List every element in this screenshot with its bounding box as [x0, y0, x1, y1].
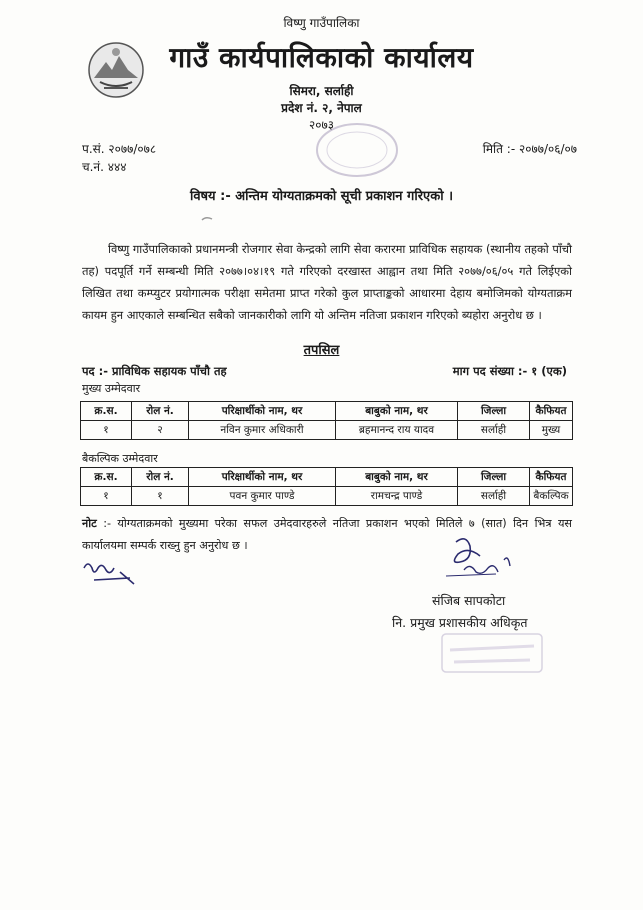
col-serial: क्र.स. [81, 402, 132, 421]
cell-district: सर्लाही [458, 421, 530, 440]
cell-serial: १ [81, 421, 132, 440]
col-roll: रोल नं. [132, 402, 189, 421]
schedule-heading: तपसिल [303, 343, 340, 358]
cell-roll: १ [132, 487, 189, 506]
letter-date: मिति :- २०७७/०६/०७ [482, 142, 577, 156]
cell-remarks: मुख्य [530, 421, 573, 440]
cell-candidate-name: पवन कुमार पाण्डे [189, 487, 336, 506]
main-candidate-label: मुख्य उम्मेदवार [82, 382, 141, 395]
col-remarks: कैफियत [530, 468, 573, 487]
col-remarks: कैफियत [530, 402, 573, 421]
main-candidate-table [80, 401, 573, 440]
note-text: :- योग्यताक्रमको मुख्यमा परेका सफल उमेदवारहरुले नतिजा प्रकाशन भएको मितिले ७ (सात) दिन भित्र यस कार्यालयमा सम्पर्क राख्नु हुन अनुरोध छ । [82, 517, 572, 552]
alternate-candidate-label: बैकल्पिक उम्मेदवार [82, 452, 158, 465]
office-title: गाउँ कार्यपालिकाको कार्यालय [169, 41, 474, 74]
municipality-name: विष्णु गाउँपालिका [283, 16, 360, 30]
col-father-name: बाबुको नाम, थर [336, 402, 458, 421]
col-candidate-name: परिक्षार्थीको नाम, थर [189, 468, 336, 487]
col-district: जिल्ला [458, 402, 530, 421]
address-line-2: प्रदेश नं. २, नेपाल [281, 101, 362, 115]
established-year: २०७३ [309, 118, 334, 132]
col-roll: रोल नं. [132, 468, 189, 487]
office-stamp-icon [312, 120, 402, 180]
cell-serial: १ [81, 487, 132, 506]
address-line-1: सिमरा, सर्लाही [289, 84, 354, 98]
cell-remarks: बैकल्पिक [530, 487, 573, 506]
col-candidate-name: परिक्षार्थीको नाम, थर [189, 402, 336, 421]
cell-district: सर्लाही [458, 487, 530, 506]
alternate-candidate-table [80, 467, 573, 506]
note-label: नोट [82, 517, 97, 530]
initial-signature-icon [80, 558, 140, 588]
signer-title: नि. प्रमुख प्रशासकीय अधिकृत [392, 615, 528, 630]
table-row [81, 421, 573, 440]
table-header-row [81, 402, 573, 421]
col-district: जिल्ला [458, 468, 530, 487]
col-father-name: बाबुको नाम, थर [336, 468, 458, 487]
patra-sankhya: प.सं. २०७७/०७८ [82, 142, 157, 156]
post-name: पद :- प्राविधिक सहायक पाँचौ तह [82, 364, 227, 378]
table-header-row [81, 468, 573, 487]
chalani-number: च.नं. ४४४ [82, 160, 127, 174]
signer-name: संजिब सापकोटा [432, 593, 506, 608]
table-row [81, 487, 573, 506]
cell-father-name: ब्रहमानन्द राय यादव [336, 421, 458, 440]
col-serial: क्र.स. [81, 468, 132, 487]
cell-roll: २ [132, 421, 189, 440]
signature-icon [436, 532, 536, 582]
ink-mark-icon [200, 214, 214, 224]
cell-candidate-name: नविन कुमार अधिकारी [189, 421, 336, 440]
name-stamp-icon [438, 628, 548, 678]
posts-count: माग पद संख्या :- १ (एक) [452, 364, 567, 378]
subject-line: विषय :- अन्तिम योग्यताक्रमको सूची प्रकाशन गरिएको । [189, 189, 454, 204]
body-paragraph: विष्णु गाउँपालिकाको प्रधानमन्त्री रोजगार सेवा केन्द्रको लागि सेवा करारमा प्राविधिक सहायक (स्थानीय तहको पाँचौ तह) पदपूर्ति गर्ने सम्बन्धी मिति २०७७।०४।१९ गते गरिएको दरखास्त आह्वान तथा मिति २०७७/०६/०५ गते लिईएको लिखित तथा कम्प्युटर प्रयोगात्मक परीक्षा समेतमा प्राप्त गरेको कुल प्राप्ताङ्कको आधारमा देहाय बमोजिमको योग्यताक्रम कायम हुन आएकाले सम्बन्धित सबैको जानकारीको लागि यो अन्तिम नतिजा प्रकाशन गरिएको ब्यहोरा अनुरोध छ । [82, 242, 572, 322]
cell-father-name: रामचन्द्र पाण्डे [336, 487, 458, 506]
